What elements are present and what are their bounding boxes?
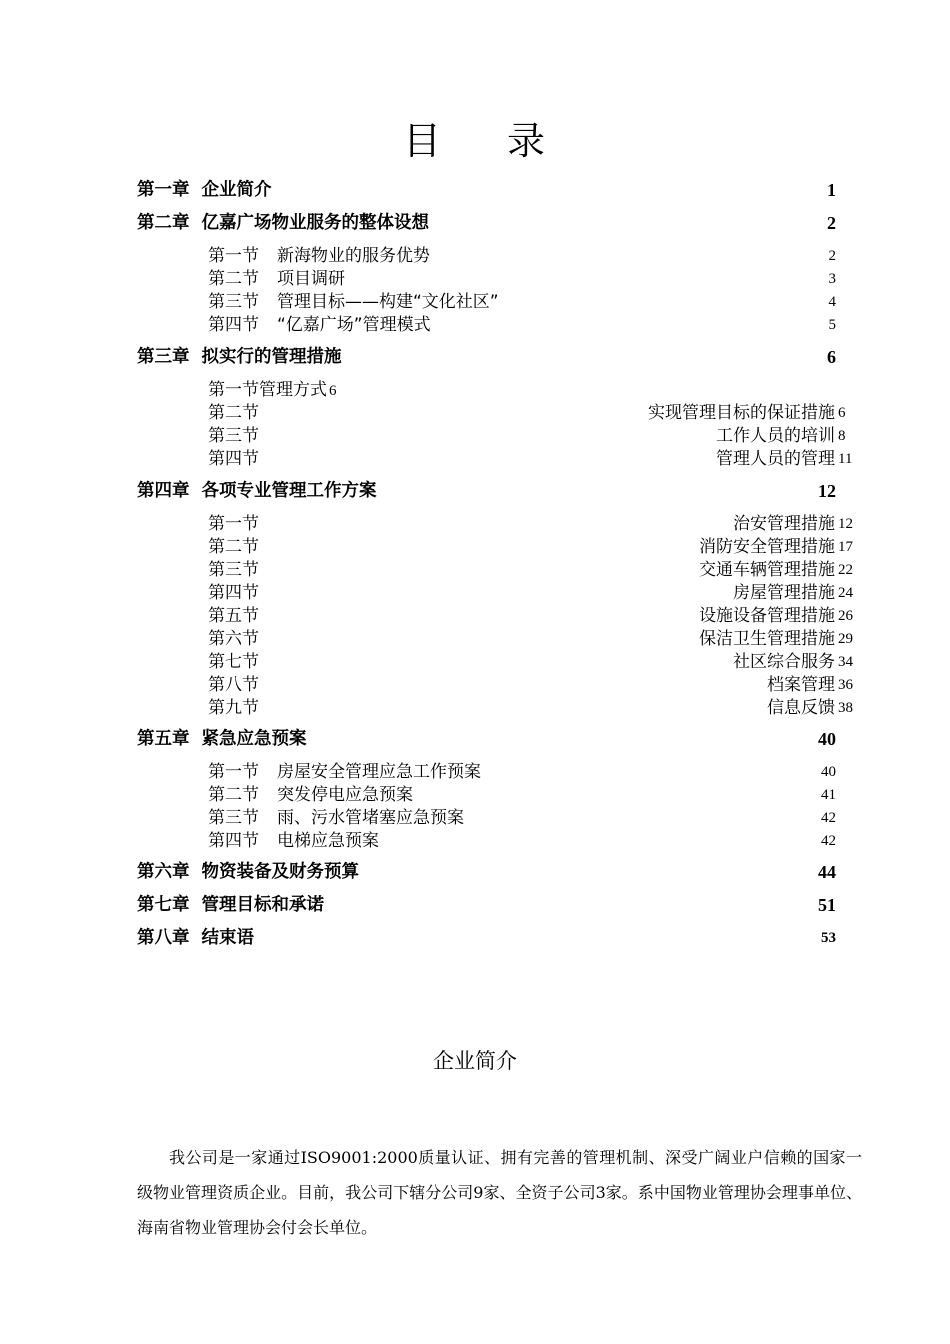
section-page-number: 5 xyxy=(828,317,836,333)
chapter-title: 结束语 xyxy=(201,928,254,948)
chapter-page-number: 1 xyxy=(827,180,836,200)
section-title: 实现管理目标的保证措施 xyxy=(648,403,835,423)
chapter-title: 亿嘉广场物业服务的整体设想 xyxy=(201,213,429,233)
section-page-number: 42 xyxy=(821,833,836,849)
section-page-number: 42 xyxy=(821,810,836,826)
section-title: 电梯应急预案 xyxy=(277,831,379,851)
chapter-number: 第七章 xyxy=(137,895,190,915)
section-page-number: 34 xyxy=(838,654,853,670)
chapter-page-number: 2 xyxy=(827,213,836,233)
section-title: 突发停电应急预案 xyxy=(277,785,413,805)
section-page-number: 6 xyxy=(838,405,846,421)
section-number: 第一节 xyxy=(208,762,259,782)
section-number: 第四节 xyxy=(208,449,259,469)
section-title: 房屋管理措施 xyxy=(733,583,835,603)
section-number: 第五节 xyxy=(208,606,259,626)
chapter-title: 各项专业管理工作方案 xyxy=(201,481,377,501)
chapter-page-number: 44 xyxy=(818,862,836,882)
toc-title: 目 录 xyxy=(402,119,548,163)
section-number: 第六节 xyxy=(208,629,259,649)
chapter-number: 第四章 xyxy=(137,481,190,501)
section-number: 第一节 xyxy=(208,246,259,266)
section-title: 工作人员的培训 xyxy=(716,426,835,446)
section-title: 信息反馈 xyxy=(767,698,835,718)
section-page-number: 40 xyxy=(821,764,836,780)
section-number: 第四节 xyxy=(208,315,259,335)
section-number: 第二节 xyxy=(208,269,259,289)
section-number: 第二节 xyxy=(208,403,259,423)
section-title: 管理目标——构建“文化社区” xyxy=(277,292,499,312)
chapter-title: 企业简介 xyxy=(201,180,272,200)
section-title: “亿嘉广场”管理模式 xyxy=(277,315,431,335)
section-number: 第二节 xyxy=(208,537,259,557)
section-page-number: 36 xyxy=(838,677,853,693)
intro-paragraph: 我公司是一家通过ISO9001:2000质量认证、拥有完善的管理机制、深受广阔业户信赖的国家一级物业管理资质企业。目前，我公司下辖分公司9家、全资子公司3家。系中国物业管理协会理事单位、海南省物业管理协会付会长单位。 xyxy=(137,1148,862,1237)
chapter-number: 第二章 xyxy=(137,213,190,233)
section-number: 第七节 xyxy=(208,652,259,672)
section-number: 第三节 xyxy=(208,426,259,446)
section-title: 社区综合服务 xyxy=(733,652,835,672)
chapter-number: 第五章 xyxy=(137,729,190,749)
chapter-title: 拟实行的管理措施 xyxy=(201,347,342,367)
section-page-number: 3 xyxy=(828,271,836,287)
section-page-number: 8 xyxy=(838,428,846,444)
section-title: 雨、污水管堵塞应急预案 xyxy=(277,808,464,828)
chapter-number: 第一章 xyxy=(137,180,190,200)
chapter-page-number: 51 xyxy=(818,895,836,915)
chapter-page-number: 6 xyxy=(827,347,836,367)
chapter-number: 第三章 xyxy=(137,347,190,367)
section-page-number: 41 xyxy=(821,787,836,803)
section-number: 第一节 xyxy=(208,514,259,534)
section-title: 管理人员的管理 xyxy=(716,449,835,469)
section-title: 交通车辆管理措施 xyxy=(699,560,835,580)
chapter-page-number: 12 xyxy=(818,481,836,501)
section-title: 治安管理措施 xyxy=(733,514,835,534)
chapter-number: 第六章 xyxy=(137,862,190,882)
section-number: 第九节 xyxy=(208,698,259,718)
section-number: 第四节 xyxy=(208,831,259,851)
section-number: 第三节 xyxy=(208,808,259,828)
section-number: 第三节 xyxy=(208,560,259,580)
chapter-title: 紧急应急预案 xyxy=(201,729,307,749)
section-title: 消防安全管理措施 xyxy=(699,537,835,557)
section-title: 管理方式 xyxy=(259,380,327,400)
section-page-number: 6 xyxy=(329,383,337,399)
section-number: 第三节 xyxy=(208,292,259,312)
chapter-page-number: 53 xyxy=(821,930,836,946)
section-page-number: 26 xyxy=(838,608,853,624)
section-page-number: 17 xyxy=(838,539,853,555)
intro-heading: 企业简介 xyxy=(433,1049,517,1073)
section-number: 第一节 xyxy=(208,380,259,400)
section-title: 设施设备管理措施 xyxy=(699,606,835,626)
section-page-number: 24 xyxy=(838,585,853,601)
section-page-number: 12 xyxy=(838,516,853,532)
section-page-number: 11 xyxy=(838,451,853,467)
section-page-number: 4 xyxy=(828,294,836,310)
chapter-title: 管理目标和承诺 xyxy=(201,895,324,915)
section-page-number: 29 xyxy=(838,631,853,647)
section-number: 第八节 xyxy=(208,675,259,695)
section-page-number: 38 xyxy=(838,700,853,716)
section-title: 保洁卫生管理措施 xyxy=(699,629,835,649)
section-title: 新海物业的服务优势 xyxy=(277,246,430,266)
section-page-number: 2 xyxy=(828,248,836,264)
chapter-page-number: 40 xyxy=(818,729,836,749)
section-title: 档案管理 xyxy=(767,675,835,695)
chapter-number: 第八章 xyxy=(137,928,190,948)
section-title: 项目调研 xyxy=(277,269,345,289)
section-title: 房屋安全管理应急工作预案 xyxy=(277,762,481,782)
section-page-number: 22 xyxy=(838,562,853,578)
section-number: 第四节 xyxy=(208,583,259,603)
section-number: 第二节 xyxy=(208,785,259,805)
chapter-title: 物资装备及财务预算 xyxy=(201,862,359,882)
